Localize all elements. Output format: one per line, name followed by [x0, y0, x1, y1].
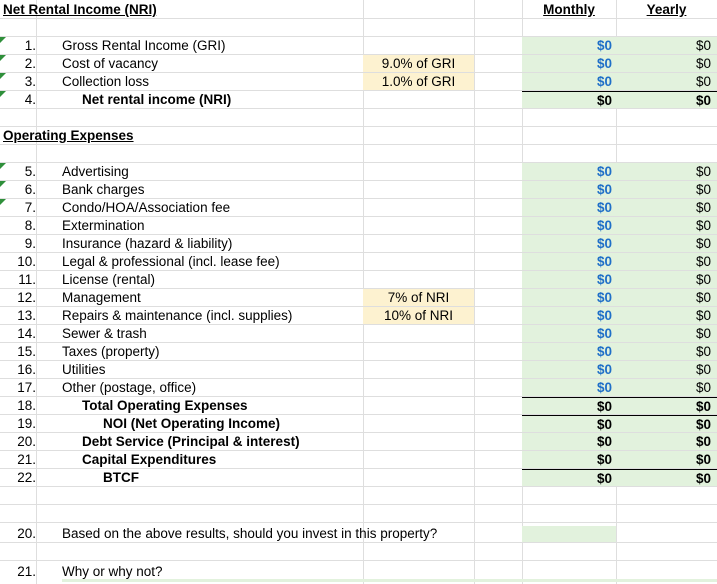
- yearly-cell[interactable]: $0: [616, 55, 717, 72]
- row-number[interactable]: 10.: [17, 254, 36, 269]
- row-number[interactable]: 8.: [24, 218, 36, 233]
- row-label[interactable]: Condo/HOA/Association fee: [62, 200, 231, 215]
- answer-cell[interactable]: [62, 579, 717, 582]
- col-header-yearly[interactable]: Yearly: [646, 2, 687, 17]
- row-number[interactable]: 19.: [17, 416, 36, 431]
- table-row[interactable]: [0, 433, 717, 451]
- row-number[interactable]: 22.: [17, 470, 36, 485]
- yearly-cell[interactable]: $0: [616, 271, 717, 288]
- row-number[interactable]: 14.: [17, 326, 36, 341]
- monthly-cell[interactable]: $0: [522, 469, 616, 486]
- empty-row: [0, 487, 717, 505]
- monthly-cell[interactable]: $0: [522, 433, 616, 450]
- row-label[interactable]: Bank charges: [62, 182, 145, 197]
- row-number[interactable]: 13.: [17, 308, 36, 323]
- table-row[interactable]: [0, 37, 717, 55]
- table-row[interactable]: [0, 55, 717, 73]
- empty-row: [0, 543, 717, 561]
- yearly-cell[interactable]: $0: [616, 235, 717, 252]
- row-label[interactable]: BTCF: [103, 470, 139, 485]
- yearly-cell[interactable]: $0: [616, 73, 717, 90]
- table-row[interactable]: [0, 199, 717, 217]
- table-row[interactable]: [0, 451, 717, 469]
- row-label[interactable]: Management: [62, 290, 141, 305]
- monthly-cell[interactable]: $0: [522, 73, 616, 90]
- yearly-cell[interactable]: $0: [616, 379, 717, 396]
- row-number[interactable]: 21.: [17, 452, 36, 467]
- empty-row: [0, 109, 717, 127]
- row-number[interactable]: 20.: [17, 526, 36, 541]
- yearly-cell[interactable]: $0: [616, 307, 717, 324]
- row-label[interactable]: Cost of vacancy: [62, 56, 159, 71]
- table-row[interactable]: [0, 217, 717, 235]
- monthly-cell[interactable]: $0: [522, 253, 616, 270]
- header-row: [0, 1, 717, 19]
- row-number[interactable]: 9.: [24, 236, 36, 251]
- table-row[interactable]: [0, 289, 717, 307]
- answer-cell[interactable]: [522, 526, 616, 542]
- row-number[interactable]: 12.: [17, 290, 36, 305]
- empty-row: [0, 505, 717, 523]
- row-label[interactable]: Repairs & maintenance (incl. supplies): [62, 308, 293, 323]
- row-number[interactable]: 4.: [24, 92, 36, 107]
- row-number[interactable]: 2.: [24, 56, 36, 71]
- monthly-cell[interactable]: $0: [522, 235, 616, 252]
- table-row[interactable]: [0, 361, 717, 379]
- row-number[interactable]: 17.: [17, 380, 36, 395]
- section-row: [0, 127, 717, 145]
- table-row[interactable]: [0, 163, 717, 181]
- table-row[interactable]: [0, 181, 717, 199]
- yearly-cell[interactable]: $0: [616, 325, 717, 342]
- yearly-cell[interactable]: $0: [616, 433, 717, 450]
- yearly-cell[interactable]: $0: [616, 37, 717, 54]
- table-row[interactable]: [0, 91, 717, 109]
- table-row[interactable]: [0, 397, 717, 415]
- rate-cell[interactable]: 1.0% of GRI: [363, 73, 474, 90]
- row-label[interactable]: NOI (Net Operating Income): [103, 416, 281, 431]
- row-label[interactable]: Legal & professional (incl. lease fee): [62, 254, 280, 269]
- empty-row: [0, 145, 717, 163]
- monthly-cell[interactable]: $0: [522, 199, 616, 216]
- monthly-cell[interactable]: $0: [522, 55, 616, 72]
- row-number[interactable]: 11.: [18, 272, 36, 287]
- question-row[interactable]: [0, 563, 717, 581]
- table-row[interactable]: [0, 307, 717, 325]
- monthly-cell[interactable]: $0: [522, 217, 616, 234]
- yearly-cell[interactable]: $0: [616, 361, 717, 378]
- row-label[interactable]: Utilities: [62, 362, 106, 377]
- section-title-opex[interactable]: Operating Expenses: [3, 128, 134, 143]
- yearly-cell[interactable]: $0: [616, 469, 717, 486]
- row-label[interactable]: Capital Expenditures: [82, 452, 217, 467]
- yearly-cell[interactable]: $0: [616, 343, 717, 360]
- yearly-cell[interactable]: $0: [616, 163, 717, 180]
- row-label[interactable]: Insurance (hazard & liability): [62, 236, 233, 251]
- yearly-cell[interactable]: $0: [616, 451, 717, 468]
- yearly-cell[interactable]: $0: [616, 91, 717, 108]
- monthly-cell[interactable]: $0: [522, 397, 616, 414]
- rate-cell[interactable]: 7% of NRI: [363, 289, 474, 306]
- row-label[interactable]: Debt Service (Principal & interest): [82, 434, 300, 449]
- yearly-cell[interactable]: $0: [616, 181, 717, 198]
- monthly-cell[interactable]: $0: [522, 325, 616, 342]
- row-number[interactable]: 5.: [24, 164, 36, 179]
- row-number[interactable]: 1.: [24, 38, 36, 53]
- row-label[interactable]: Taxes (property): [62, 344, 160, 359]
- row-label[interactable]: Collection loss: [62, 74, 150, 89]
- row-number[interactable]: 3.: [24, 74, 36, 89]
- row-label[interactable]: Extermination: [62, 218, 145, 233]
- monthly-cell[interactable]: $0: [522, 37, 616, 54]
- monthly-cell[interactable]: $0: [522, 361, 616, 378]
- row-label[interactable]: Other (postage, office): [62, 380, 197, 395]
- table-row[interactable]: [0, 469, 717, 487]
- monthly-cell[interactable]: $0: [522, 379, 616, 396]
- yearly-cell[interactable]: $0: [616, 415, 717, 432]
- table-row[interactable]: [0, 343, 717, 361]
- row-number[interactable]: 6.: [24, 182, 36, 197]
- monthly-cell[interactable]: $0: [522, 451, 616, 468]
- rate-cell[interactable]: 9.0% of GRI: [363, 55, 474, 72]
- row-number[interactable]: 7.: [24, 200, 36, 215]
- row-label[interactable]: Advertising: [62, 164, 129, 179]
- row-label[interactable]: Net rental income (NRI): [82, 92, 232, 107]
- table-row[interactable]: [0, 271, 717, 289]
- table-row[interactable]: [0, 235, 717, 253]
- row-label[interactable]: Why or why not?: [62, 564, 163, 579]
- row-number[interactable]: 18.: [17, 398, 36, 413]
- yearly-cell[interactable]: $0: [616, 397, 717, 414]
- empty-row: [0, 19, 717, 37]
- row-number[interactable]: 21.: [17, 564, 36, 579]
- yearly-cell[interactable]: $0: [616, 199, 717, 216]
- rate-cell[interactable]: 10% of NRI: [363, 307, 474, 324]
- section-title-nri[interactable]: Net Rental Income (NRI): [3, 2, 157, 17]
- row-label[interactable]: Gross Rental Income (GRI): [62, 38, 226, 53]
- yearly-cell[interactable]: $0: [616, 217, 717, 234]
- question-row[interactable]: [0, 525, 717, 543]
- monthly-cell[interactable]: $0: [522, 307, 616, 324]
- monthly-cell[interactable]: $0: [522, 343, 616, 360]
- row-label[interactable]: Based on the above results, should you invest in this property?: [62, 526, 438, 541]
- row-label[interactable]: Sewer & trash: [62, 326, 147, 341]
- row-number[interactable]: 16.: [17, 362, 36, 377]
- table-row[interactable]: [0, 325, 717, 343]
- table-row[interactable]: [0, 415, 717, 433]
- col-header-monthly[interactable]: Monthly: [543, 2, 595, 17]
- row-number[interactable]: 20.: [17, 434, 36, 449]
- table-row[interactable]: [0, 253, 717, 271]
- row-number[interactable]: 15.: [17, 344, 36, 359]
- table-row[interactable]: [0, 379, 717, 397]
- monthly-cell[interactable]: $0: [522, 271, 616, 288]
- monthly-cell[interactable]: $0: [522, 415, 616, 432]
- row-label[interactable]: Total Operating Expenses: [82, 398, 248, 413]
- monthly-cell[interactable]: $0: [522, 181, 616, 198]
- monthly-cell[interactable]: $0: [522, 91, 616, 108]
- monthly-cell[interactable]: $0: [522, 163, 616, 180]
- yearly-cell[interactable]: $0: [616, 253, 717, 270]
- table-row[interactable]: [0, 73, 717, 91]
- yearly-cell[interactable]: $0: [616, 289, 717, 306]
- monthly-cell[interactable]: $0: [522, 289, 616, 306]
- row-label[interactable]: License (rental): [62, 272, 156, 287]
